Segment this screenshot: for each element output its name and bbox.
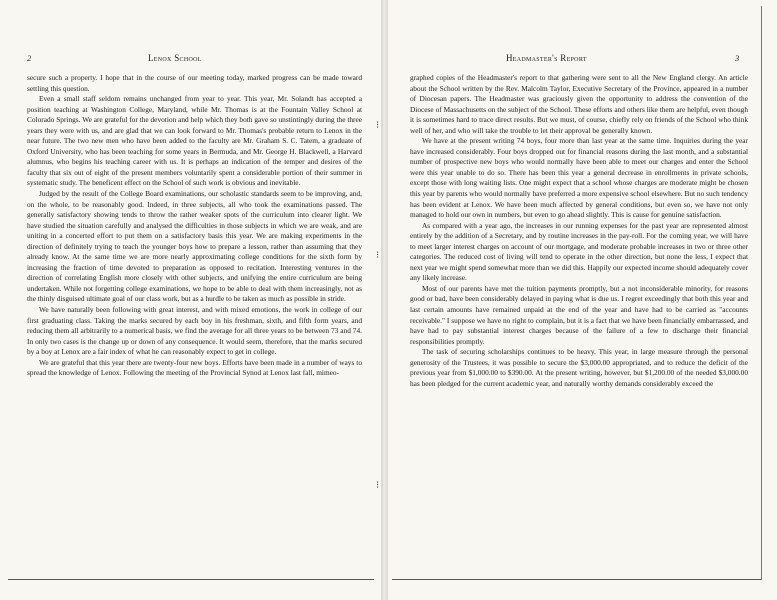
- paragraph: Most of our parents have met the tuition payments promptly, but a not inconsiderable minority, for reasons good or bad, have been considerably delayed in paying what is due us. I regret exceedingly that both this year and last certain amounts have remained unpaid at the end of the year and have had to be carried as "accounts receivable." I suppose we have no right to complain, but it is a fact that we have been financially embarrassed, and have had to pay substantial interest charges because of the failure of a few to discharge their financial responsibilities promptly.: [410, 283, 748, 346]
- left-text-column: [27, 73, 362, 379]
- right-page-number: 3: [735, 53, 740, 63]
- paragraph: We have at the present writing 74 boys, four more than last year at the same time. Inquiries during the year have increased considerably. Four boys dropped out for financial reasons during the last month, and a substantial number of prospective new boys who would normally have been able to meet our charges and enter the School were this year unable to do so. There has been this year a general decrease in enrollments in private schools, except those with long waiting lists. One might expect that a school whose charges are moderate might be chosen this year by parents who would normally have preferred a more expensive school elsewhere. But no such tendency has been evident at Lenox. We have been much affected by general conditions, but even so, we have not only managed to hold our own in numbers, but even to go ahead slightly. This is cause for genuine satisfaction.: [410, 136, 748, 220]
- margin-tick-mark: ⁝: [376, 250, 380, 261]
- paragraph: We have naturally been following with great interest, and with mixed emotions, the work in college of our first graduating class. Taking the marks secured by each boy in his freshman, sixth, and fifth form years, and reducing them all arbitrarily to a numerical basis, we find the average for all three years to be between 73 and 74. In only two cases is the change up or down of any consequence. It would seem, therefore, that the marks secured by a boy at Lenox are a fair index of what he can reasonably expect to get in college.: [27, 305, 362, 357]
- left-page-number: 2: [27, 53, 32, 63]
- right-page-bottom-rule: [392, 579, 762, 580]
- left-running-head: Lenox School: [148, 53, 202, 63]
- paragraph: graphed copies of the Headmaster's report to that gathering were sent to all the New England clergy. An article about the School written by the Rev. Malcolm Taylor, Executive Secretary of the Province, appeared in a number of Diocesan papers. The Headmaster was graciously given the opportunity to address the convention of the Diocese of Massachusetts on the subject of the School. These efforts and others like them are helpful, even though it is sometimes hard to trace direct results. But we must, of course, chiefly rely on friends of the School who think well of her, and who will take the trouble to let their approval be generally known.: [410, 73, 748, 135]
- paragraph: secure such a property. I hope that in the course of our meeting today, marked progress can be made toward settling this question.: [27, 73, 362, 93]
- paragraph: Even a small staff seldom remains unchanged from year to year. This year, Mr. Solandt has accepted a position teaching at Washington College, Maryland, while Mr. Thomas is at the Fountain Valley School at Colorado Springs. We are grateful for the devotion and help which they both gave so unstintingly during the three years they were with us, and are glad that we can look forward to Mr. Thomas's probable return to Lenox in the near future. The two new men who have been added to the faculty are Mr. Graham S. C. Tatem, a graduate of Oxford University, who has been teaching for some years in Bermuda, and Mr. George H. Blackwell, a Harvard alumnus, who begins his teaching career with us. It is perhaps an indication of the temper and desires of the faculty that six out of eight of the present members voluntarily spent a considerable portion of their summer in systematic study. The beneficent effect on the School of such work is obvious and inevitable.: [27, 94, 362, 188]
- left-page-bottom-rule: [8, 579, 374, 580]
- paragraph: We are grateful that this year there are twenty-four new boys. Efforts have been made in a number of ways to spread the knowledge of Lenox. Following the meeting of the Provincial Synod at Lenox last fall, mimeo-: [27, 357, 362, 378]
- margin-tick-mark: ⁝: [376, 120, 380, 131]
- margin-tick-mark: ⁝: [376, 480, 380, 491]
- paragraph: Judged by the result of the College Board examinations, our scholastic standards seem to be improving, and, on the whole, to be reasonably good. Indeed, in three subjects, all who took the examinations passed. The generally satisfactory showing tends to throw the rather weaker spots of the curriculum into clearer light. We have studied the situation carefully and analysed the difficulties in those subjects in which we are weak, and are uniting in a concerted effort to put them on a satisfactory basis this year. We are making experiments in the direction of definitely trying to teach the younger boys how to prepare a lesson, rather than assuming that they already know. At the same time we are more nearly approximating college conditions for the sixth form by increasing the fraction of time devoted to preparation as opposed to recitation. Interesting ventures in the direction of correlating English more closely with other subjects, and unifying the entire curriculum are being undertaken. While not forgetting college examinations, we hope to be able to deal with them increasingly, not as the thinly disguised ultimate goal of our class work, but as a hurdle to be taken as much as possible in stride.: [27, 189, 362, 304]
- paragraph: As compared with a year ago, the increases in our running expenses for the past year are represented almost entirely by the addition of a Secretary, and by routine increases in the pay-roll. For the coming year, we will have to meet larger interest charges on account of our mortgage, and moderate probable increases in two or three other categories. The reduced cost of living will tend to operate in the other direction, but none the less, I expect that next year we might spend somewhat more than we did this. Happily our expected income should adequately cover any likely increase.: [410, 220, 748, 283]
- paragraph: The task of securing scholarships continues to be heavy. This year, in large measure through the personal generosity of the Trustees, it was possible to secure the $3,000.00 appropriated, and to reduce the deficit of the previous year from $1,000.00 to $390.00. At the present writing, however, but $1,200.00 of the needed $3,000.00 has been pledged for the current academic year, and naturally worthy demands considerably exceed the: [410, 347, 748, 388]
- right-page-edge-rule: [761, 6, 762, 580]
- right-running-head: Headmaster's Report: [506, 53, 587, 63]
- right-text-column: [410, 73, 748, 389]
- left-page: [0, 0, 383, 600]
